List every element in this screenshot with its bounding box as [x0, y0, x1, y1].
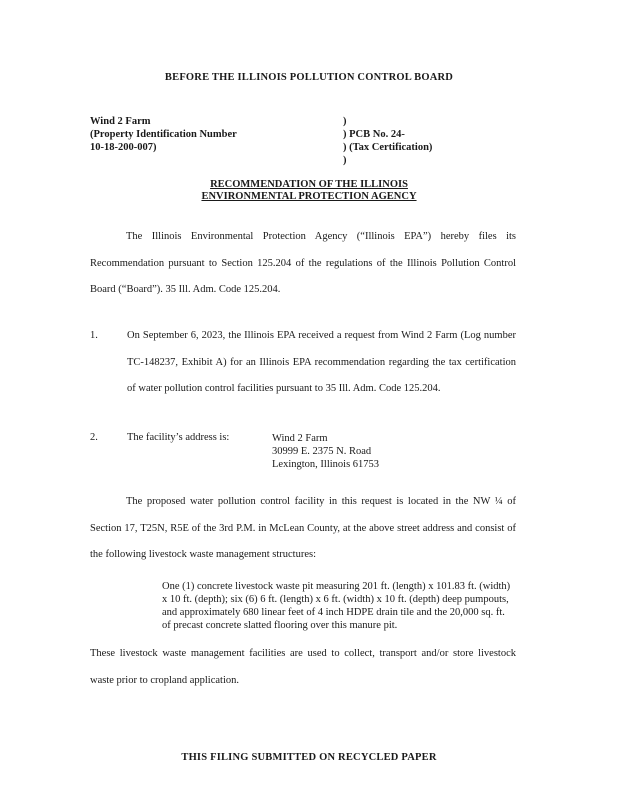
structures-block-quote: One (1) concrete livestock waste pit measuring 201 ft. (length) x 101.83 ft. (width) x 10 ft. (depth); six (6) 6 ft. (length) x 6 ft. (width) x 10 ft. (depth) deep pumpouts, and approximately 680 linear feet of 4 inch HDPE drain tile and the 20,000 sq. ft. of precast concrete slatted flooring over this manure pit. — [162, 581, 511, 631]
petitioner-name: Wind 2 Farm — [90, 116, 151, 127]
caption-bracket: ) — [343, 116, 347, 127]
recycled-paper-footer: THIS FILING SUBMITTED ON RECYCLED PAPER — [181, 752, 437, 763]
title-line-2: ENVIRONMENTAL PROTECTION AGENCY — [201, 191, 417, 202]
case-caption-parties — [90, 115, 237, 154]
item-number: 1. — [90, 330, 98, 341]
address-line: 30999 E. 2375 N. Road — [272, 446, 372, 457]
facility-address — [272, 432, 379, 471]
intro-paragraph: The Illinois Environmental Protection Agency (“Illinois EPA”) hereby files its Recommendation pursuant to Section 125.204 of the regulations of the Illinois Pollution Control Board (“Board”). 35 Ill. Adm. Code 125.204. — [90, 231, 516, 295]
item-number: 2. — [90, 432, 98, 443]
closing-paragraph: These livestock waste management facilities are used to collect, transport and/or store livestock waste prior to cropland application. — [90, 648, 516, 686]
property-id-label: (Property Identification Number — [90, 129, 237, 140]
title-line-1: RECOMMENDATION OF THE ILLINOIS — [210, 179, 408, 190]
board-header: BEFORE THE ILLINOIS POLLUTION CONTROL BOARD — [164, 72, 454, 83]
location-paragraph: The proposed water pollution control facility in this request is located in the NW ¼ of Section 17, T25N, R5E of the 3rd P.M. in McLean County, at the above street address and consist of the following livestock waste management structures: — [90, 496, 516, 560]
pcb-number: ) PCB No. 24- — [343, 129, 405, 140]
address-line: Lexington, Illinois 61753 — [272, 459, 380, 470]
case-caption-number — [343, 115, 432, 167]
address-label: The facility’s address is: — [127, 432, 230, 443]
document-title — [0, 179, 618, 203]
item-1-text: On September 6, 2023, the Illinois EPA received a request from Wind 2 Farm (Log number TC-148237, Exhibit A) for an Illinois EPA recommendation regarding the tax certification of water pollution control facilities pursuant to 35 Ill. Adm. Code 125.204. — [127, 330, 516, 394]
address-line: Wind 2 Farm — [272, 433, 328, 444]
property-id-number: 10-18-200-007) — [90, 142, 157, 153]
caption-bracket: ) — [343, 155, 347, 166]
case-type: ) (Tax Certification) — [343, 142, 433, 153]
